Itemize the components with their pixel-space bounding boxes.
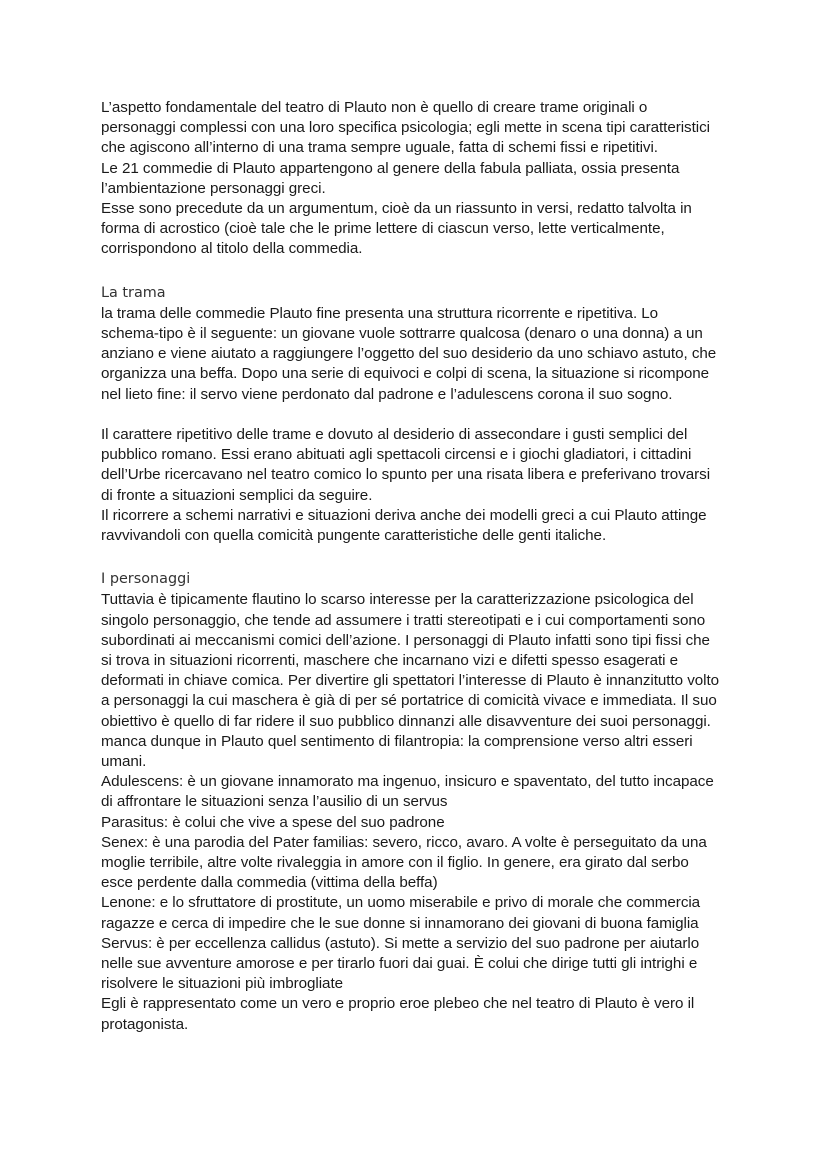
trama-paragraph-2 — [101, 425, 768, 546]
text-line: forma di acrostico (cioè tale che le prime lettere di ciascun verso, lette verticalmente, — [101, 220, 665, 238]
text-line: ragazze e cerca di impedire che le sue donne si innamorano dei giovani di buona famiglia — [101, 914, 699, 932]
text-line: l’ambientazione personaggi greci. — [101, 179, 326, 197]
text-line: Servus: è per eccellenza callidus (astuto). Si mette a servizio del suo padrone per aiutarlo — [101, 934, 700, 952]
text-line: L’aspetto fondamentale del teatro di Plauto non è quello di creare trame originali o — [101, 99, 648, 116]
text-line: si trova in situazioni ricorrenti, maschere che incarnano vizi e difetti spesso esagerati e — [101, 652, 679, 670]
text-line: Adulescens: è un giovane innamorato ma ingenuo, insicuro e spaventato, del tutto incapace — [101, 773, 714, 791]
trama-paragraph-1 — [101, 304, 768, 405]
text-line: manca dunque in Plauto quel sentimento di filantropia: la comprensione verso altri esseri — [101, 732, 693, 750]
text-line: la trama delle commedie Plauto fine presenta una struttura ricorrente e ripetitiva. Lo — [101, 304, 659, 322]
text-line: pubblico romano. Essi erano abituati agli spettacoli circensi e i giochi gladiatori, i cittadini — [101, 446, 692, 464]
text-line: organizza una beffa. Dopo una serie di equivoci e colpi di scena, la situazione si ricompone — [101, 365, 710, 383]
text-line: che agiscono all’interno di una trama sempre uguale, fatta di schemi fissi e ripetitivi. — [101, 139, 658, 157]
text-line: Egli è rappresentato come un vero e proprio eroe plebeo che nel teatro di Plauto è vero il — [101, 995, 695, 1013]
text-line: risolvere le situazioni più imbrogliate — [101, 975, 344, 993]
text-line: dell’Urbe ricercavano nel teatro comico lo spunto per una risata libera e preferivano trovarsi — [101, 466, 711, 484]
text-line: subordinati ai meccanismi comici dell’azione. I personaggi di Plauto infatti sono tipi fissi che — [101, 631, 710, 649]
text-line: Parasitus: è colui che vive a spese del suo padrone — [101, 813, 445, 831]
text-line: anziano e viene aiutato a raggiungere l’oggetto del suo desiderio da uno schiavo astuto, che — [101, 345, 717, 363]
text-line: ravvivandoli con quella comicità pungente caratteristiche delle genti italiche. — [101, 527, 607, 545]
text-line: Lenone: e lo sfruttatore di prostitute, un uomo miserabile e privo di morale che commercia — [101, 894, 701, 912]
text-line: Esse sono precedute da un argumentum, cioè da un riassunto in versi, redatto talvolta in — [101, 200, 692, 218]
section-heading-personaggi: I personaggi — [101, 571, 191, 588]
paragraph-spacer — [101, 546, 768, 566]
text-line: esce perdente dalla commedia (vittima della beffa) — [101, 874, 438, 892]
personaggi-paragraph — [101, 590, 768, 1034]
paragraph-spacer — [101, 405, 768, 425]
text-line: corrispondono al titolo della commedia. — [101, 240, 363, 258]
text-line: deformati in chiave comica. Per divertire gli spettatori l’interesse di Plauto è innanzitutto volto — [101, 672, 720, 690]
text-line: nel lieto fine: il servo viene perdonato dal padrone e l’adulescens corona il suo sogno. — [101, 385, 673, 403]
text-line: Il ricorrere a schemi narrativi e situazioni deriva anche dei modelli greci a cui Plauto attinge — [101, 506, 707, 524]
text-line: a personaggi la cui maschera è già di per sé portatrice di comicità vivace e immediata. Il suo — [101, 692, 717, 710]
text-line: Il carattere ripetitivo delle trame e dovuto al desiderio di assecondare i gusti semplici del — [101, 426, 688, 444]
text-line: Le 21 commedie di Plauto appartengono al genere della fabula palliata, ossia presenta — [101, 159, 680, 177]
intro-paragraph — [101, 98, 768, 260]
text-line: protagonista. — [101, 1015, 189, 1033]
text-line: personaggi complessi con una loro specifica psicologia; egli mette in scena tipi caratteristici — [101, 119, 710, 137]
text-line: singolo personaggio, che tende ad assumere i tratti stereotipati e i cui comportamenti sono — [101, 611, 706, 629]
text-line: di fronte a situazioni semplici da seguire. — [101, 486, 373, 504]
text-line: obiettivo è quello di far ridere il suo pubblico dinnanzi alle disavventure dei suoi personaggi. — [101, 712, 711, 730]
text-line: di affrontare le situazioni senza l’ausilio di un servus — [101, 793, 448, 811]
paragraph-spacer — [101, 260, 768, 280]
text-line: Tuttavia è tipicamente flautino lo scarso interesse per la caratterizzazione psicologica del — [101, 591, 694, 609]
section-heading-trama: La trama — [101, 284, 166, 301]
text-line: Senex: è una parodia del Pater familias: severo, ricco, avaro. A volte è perseguitato da una — [101, 833, 707, 851]
text-line: schema-tipo è il seguente: un giovane vuole sottrarre qualcosa (denaro o una donna) a un — [101, 325, 703, 343]
text-line: moglie terribile, altre volte rivaleggia in amore con il figlio. In genere, era girato dal serbo — [101, 854, 689, 872]
text-line: umani. — [101, 753, 147, 771]
text-line: nelle sue avventure amorose e per tirarlo fuori dai guai. È colui che dirige tutti gli intrighi e — [101, 955, 698, 973]
